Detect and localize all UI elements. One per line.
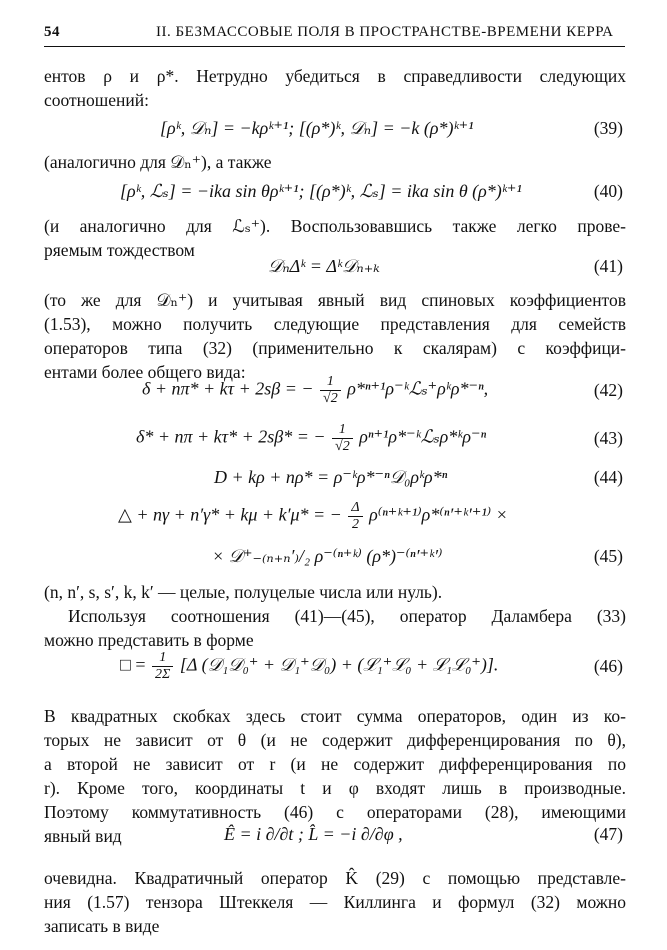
text-line: (аналогично для 𝒟ₙ⁺), а также [44, 152, 272, 172]
equation-43 [136, 422, 486, 455]
equation-46-rhs: [Δ (𝒟₁𝒟₀⁺ + 𝒟₁⁺𝒟₀) + (ℒ₁⁺ℒ₀ + ℒ₁ℒ₀⁺)]. [179, 654, 499, 675]
equation-number-46: (46) [593, 656, 623, 676]
paragraph-1 [44, 64, 626, 112]
equation-43-lhs: δ* + nπ + kτ* + 2sβ* = − [136, 426, 326, 447]
equation-46 [120, 650, 498, 683]
paragraph-2 [44, 150, 626, 174]
equation-number-47: (47) [593, 824, 623, 844]
text-line: записать в виде [44, 916, 160, 936]
equation-45-lhs: △ + nγ + n′γ* + kμ + k′μ* = − [118, 504, 342, 525]
fraction-denominator: 2Σ [155, 667, 171, 682]
fraction-denominator: √2 [323, 391, 338, 406]
paragraph-5 [44, 580, 626, 604]
paragraph-3 [44, 214, 626, 262]
text-line: очевидна. Квадратичный оператор K̂ (29) с помощью представле- [44, 868, 626, 888]
running-title: II. БЕЗМАССОВЫЕ ПОЛЯ В ПРОСТРАНСТВЕ-ВРЕМЕНИ КЕРРА [156, 24, 614, 40]
dalembert-symbol: □ = [120, 654, 146, 675]
fraction-denominator: √2 [335, 439, 350, 454]
fraction [152, 650, 173, 683]
text-line: ния (1.57) тензора Штеккеля — Киллинга и формул (32) можно [44, 892, 626, 912]
text-line: r). Кроме того, координаты t и φ входят лишь в производные. [44, 778, 626, 798]
text-line: (1.53), можно получить следующие представления для семейств [44, 314, 626, 334]
page-number: 54 [44, 24, 60, 40]
equation-41: 𝒟ₙΔᵏ = Δᵏ𝒟ₙ₊ₖ [268, 256, 380, 276]
text-line: соотношений: [44, 90, 149, 110]
fraction-numerator: 1 [320, 374, 341, 391]
text-line: можно представить в форме [44, 630, 254, 650]
text-line: (и аналогично для ℒₛ⁺). Воспользовавшись также легко прове- [44, 216, 626, 236]
text-line: операторов типа (32) (применительно к скалярам) с коэффици- [44, 338, 626, 358]
equation-45-rhs: ρ⁽ⁿ⁺ᵏ⁺¹⁾ρ*⁽ⁿ′⁺ᵏ′⁺¹⁾ × [369, 504, 508, 525]
equation-39: [ρᵏ, 𝒟ₙ] = −kρᵏ⁺¹; [(ρ*)ᵏ, 𝒟ₙ] = −k (ρ*)ᵏ⁺¹ [160, 118, 474, 138]
text-line: торых не зависит от θ (и не содержит дифференцирования по θ), [44, 730, 626, 750]
text-line: (n, n′, s, s′, k, k′ — целые, полуцелые числа или нуль). [44, 582, 443, 602]
text-line: ентами более общего вида: [44, 362, 246, 382]
fraction-denominator: 2 [351, 517, 359, 532]
equation-42 [142, 374, 488, 407]
equation-42-lhs: δ + nπ* + kτ + 2sβ = − [142, 378, 314, 399]
equation-number-43: (43) [593, 428, 623, 448]
text-line: (то же для 𝒟ₙ⁺) и учитывая явный вид спиновых коэффициентов [44, 290, 626, 310]
equation-47: Ê = i ∂/∂t ; L̂ = −i ∂/∂φ , [224, 824, 403, 844]
fraction-numerator: 1 [332, 422, 353, 439]
text-line: ентов ρ и ρ*. Нетрудно убедиться в справедливости следующих [44, 66, 626, 86]
text-line: В квадратных скобках здесь стоит сумма операторов, один из ко- [44, 706, 626, 726]
equation-40: [ρᵏ, ℒₛ] = −ika sin θρᵏ⁺¹; [(ρ*)ᵏ, ℒₛ] = ika sin θ (ρ*)ᵏ⁺¹ [120, 181, 522, 201]
paragraph-8 [44, 866, 626, 938]
text-line: Используя соотношения (41)—(45), оператор Даламбера (33) [68, 606, 626, 626]
fraction-numerator: Δ [348, 500, 362, 517]
equation-45-line-1 [118, 500, 508, 533]
equation-44: D + kρ + nρ* = ρ⁻ᵏρ*⁻ⁿ𝒟₀ρᵏρ*ⁿ [214, 467, 448, 487]
equation-45-line-2: × 𝒟⁺₋₍ₙ₊ₙ′₎/₂ ρ⁻⁽ⁿ⁺ᵏ⁾ (ρ*)⁻⁽ⁿ′⁺ᵏ′⁾ [212, 546, 443, 566]
equation-number-45: (45) [593, 546, 623, 566]
fraction [320, 374, 341, 407]
equation-42-rhs: ρ*ⁿ⁺¹ρ⁻ᵏℒₛ⁺ρᵏρ*⁻ⁿ, [347, 378, 489, 399]
equation-number-40: (40) [593, 181, 623, 201]
text-line: а второй не зависит от r (и не содержит дифференцирования по [44, 754, 626, 774]
text-line: ряемым тождеством [44, 240, 195, 260]
paragraph-6 [44, 604, 626, 652]
equation-number-41: (41) [593, 256, 623, 276]
equation-number-42: (42) [593, 380, 623, 400]
fraction [332, 422, 353, 455]
equation-number-39: (39) [593, 118, 623, 138]
fraction-numerator: 1 [152, 650, 173, 667]
equation-number-44: (44) [593, 467, 623, 487]
equation-43-rhs: ρⁿ⁺¹ρ*⁻ᵏℒₛρ*ᵏρ⁻ⁿ [359, 426, 487, 447]
running-header [44, 22, 625, 47]
fraction [348, 500, 362, 533]
paragraph-4 [44, 288, 626, 384]
text-line: Поэтому коммутативность (46) с операторами (28), имеющими [44, 802, 626, 822]
text-line: явный вид [44, 826, 122, 846]
